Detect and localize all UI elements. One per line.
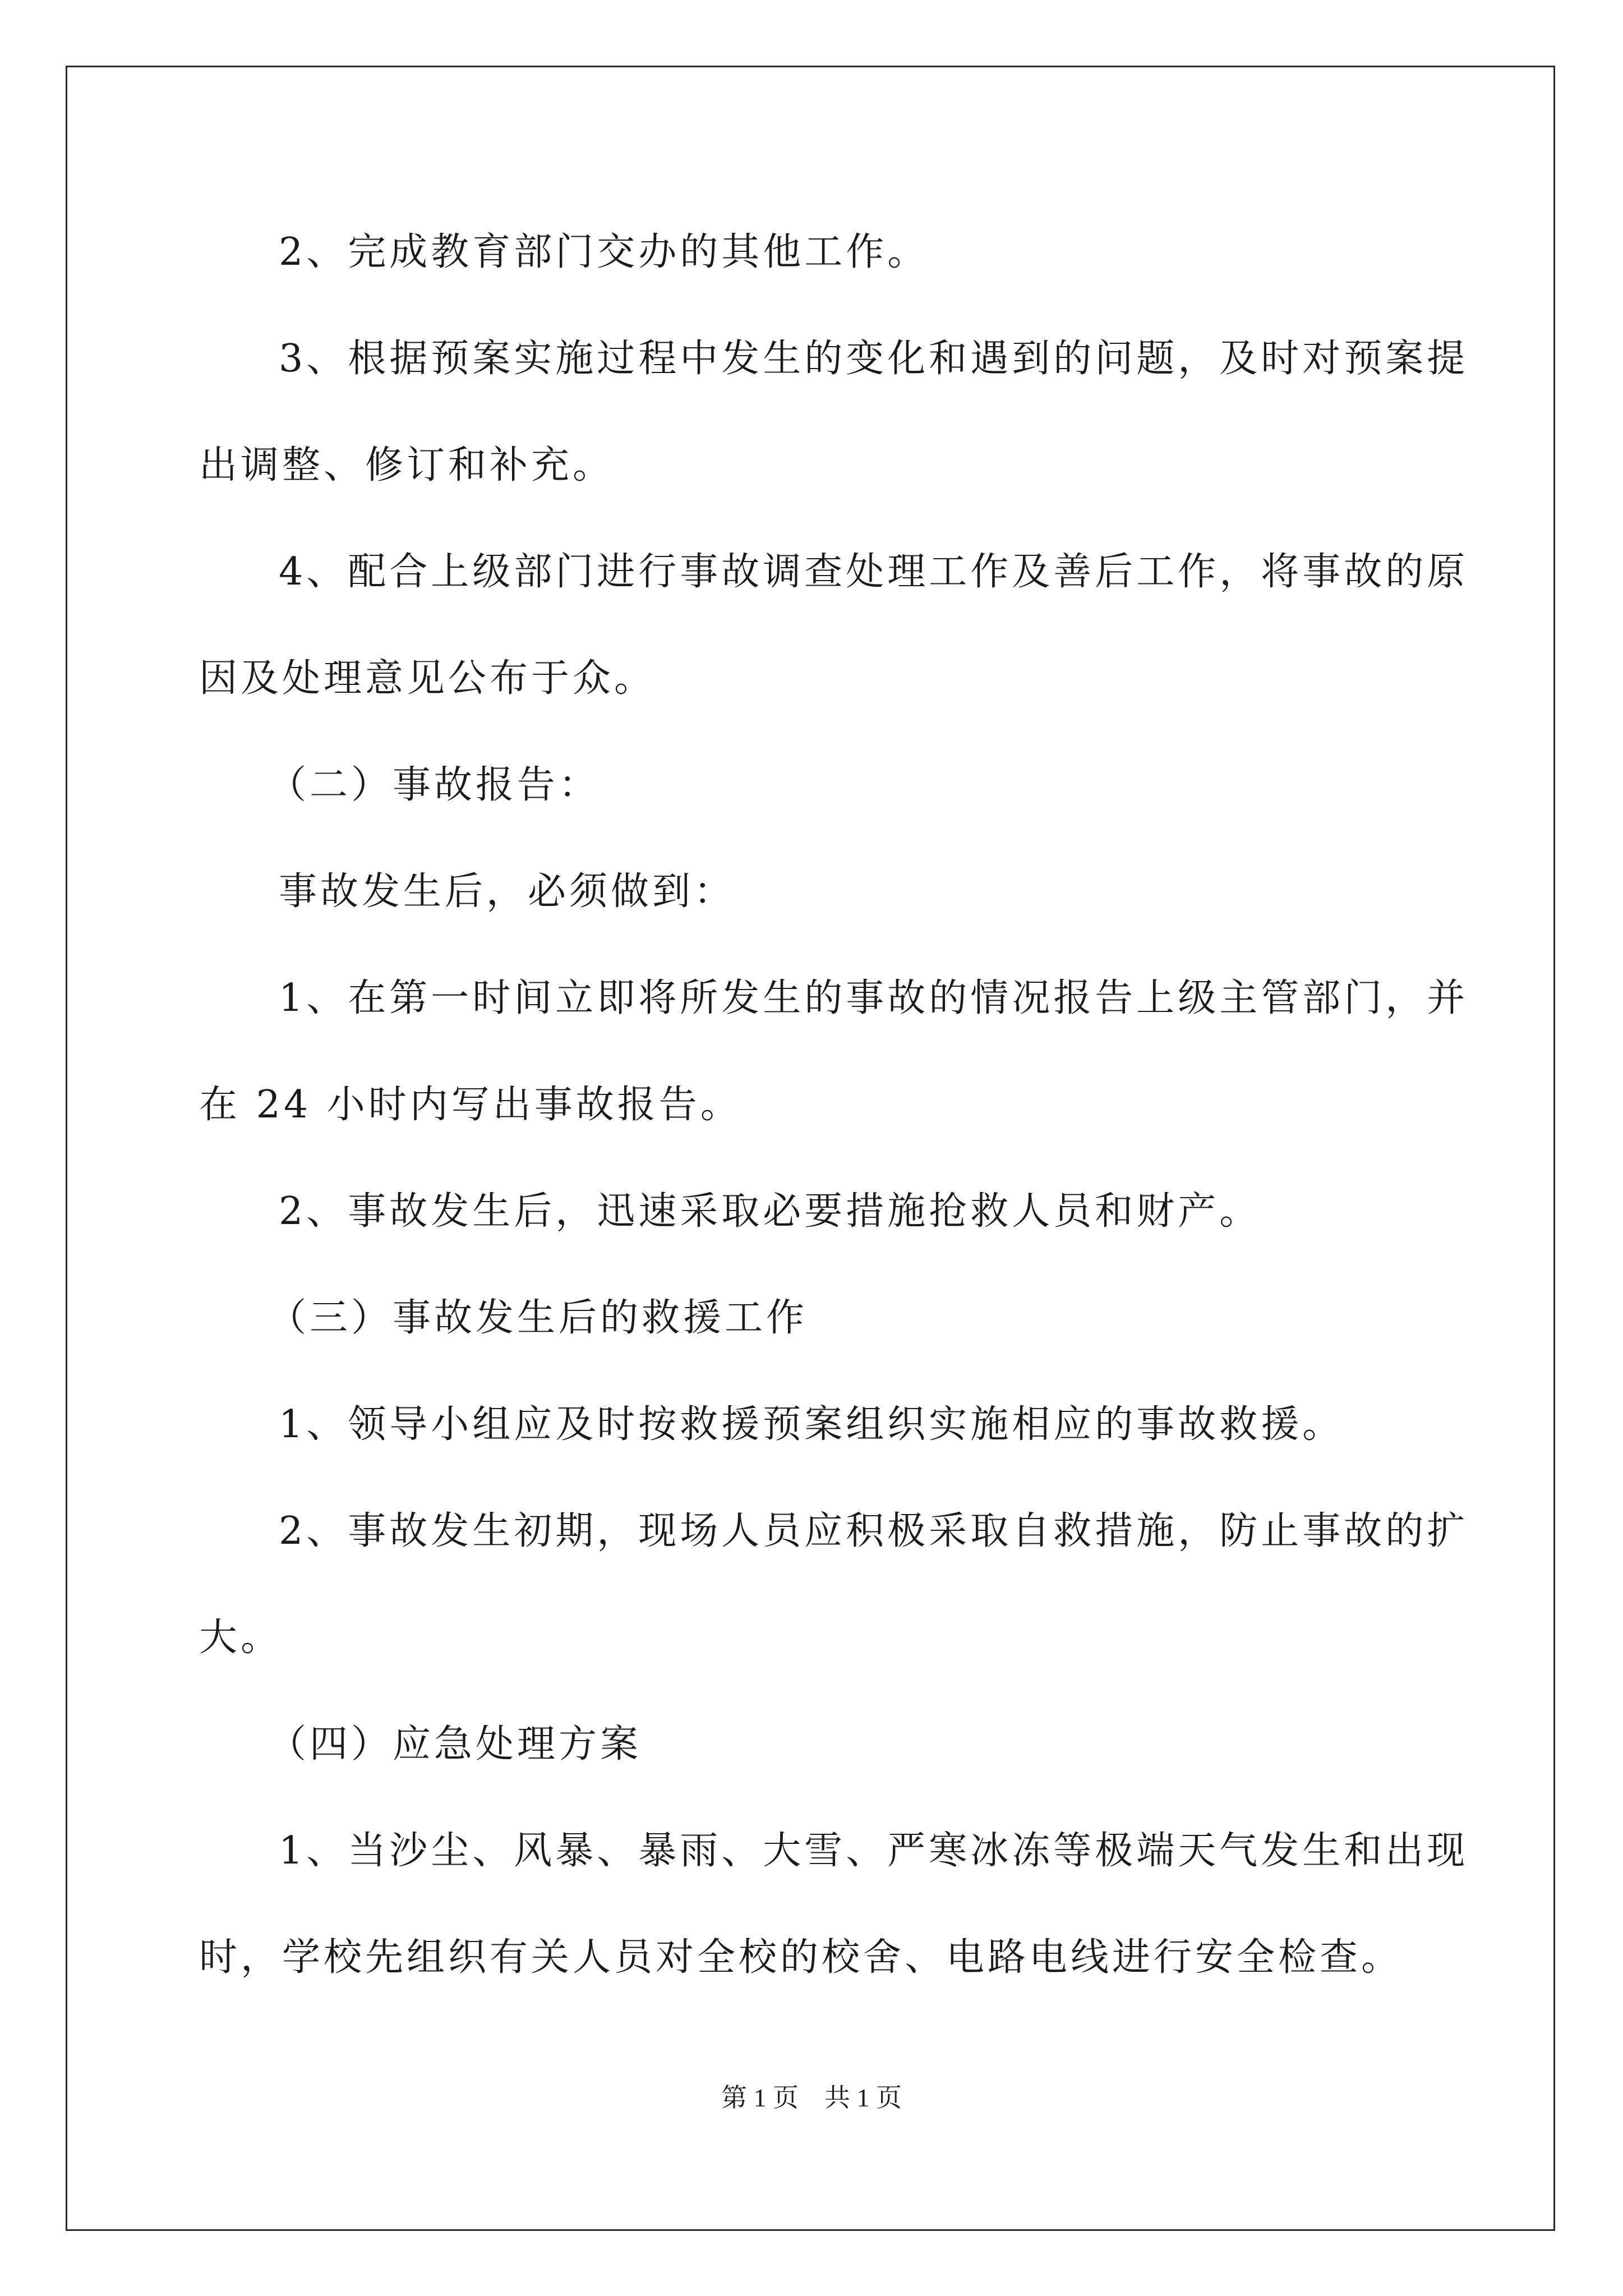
- paragraph-line: 时，学校先组织有关人员对全校的校舍、电路电线进行安全检查。: [199, 1935, 1403, 1980]
- section-heading: （三）事故发生后的救援工作: [268, 1296, 808, 1340]
- paragraph-line: 2、事故发生初期，现场人员应积极采取自救措施，防止事故的扩: [279, 1509, 1469, 1553]
- paragraph-line: 1、领导小组应及时按救援预案组织实施相应的事故救援。: [279, 1402, 1344, 1447]
- paragraph-line: 2、事故发生后，迅速采取必要措施抢救人员和财产。: [279, 1189, 1261, 1234]
- paragraph-line: 1、当沙尘、风暴、暴雨、大雪、严寒冰冻等极端天气发生和出现: [279, 1829, 1469, 1873]
- paragraph-line: 2、完成教育部门交办的其他工作。: [279, 230, 929, 274]
- paragraph-line: 4、配合上级部门进行事故调查处理工作及善后工作，将事故的原: [279, 550, 1469, 594]
- section-heading: （四）应急处理方案: [268, 1722, 642, 1766]
- paragraph-line: 出调整、修订和补充。: [199, 443, 615, 487]
- page-border: [66, 66, 1555, 2231]
- page-number-footer: 第 1 页 共 1 页: [721, 2083, 902, 2112]
- section-heading: （二）事故报告：: [268, 763, 601, 807]
- paragraph-line: 1、在第一时间立即将所发生的事故的情况报告上级主管部门，并: [279, 976, 1469, 1020]
- paragraph-line: 大。: [199, 1616, 283, 1660]
- paragraph-line: 在 24 小时内写出事故报告。: [199, 1083, 742, 1127]
- paragraph-line: 事故发生后，必须做到：: [279, 869, 736, 914]
- paragraph-line: 3、根据预案实施过程中发生的变化和遇到的问题，及时对预案提: [279, 337, 1469, 381]
- paragraph-line: 因及处理意见公布于众。: [199, 656, 656, 701]
